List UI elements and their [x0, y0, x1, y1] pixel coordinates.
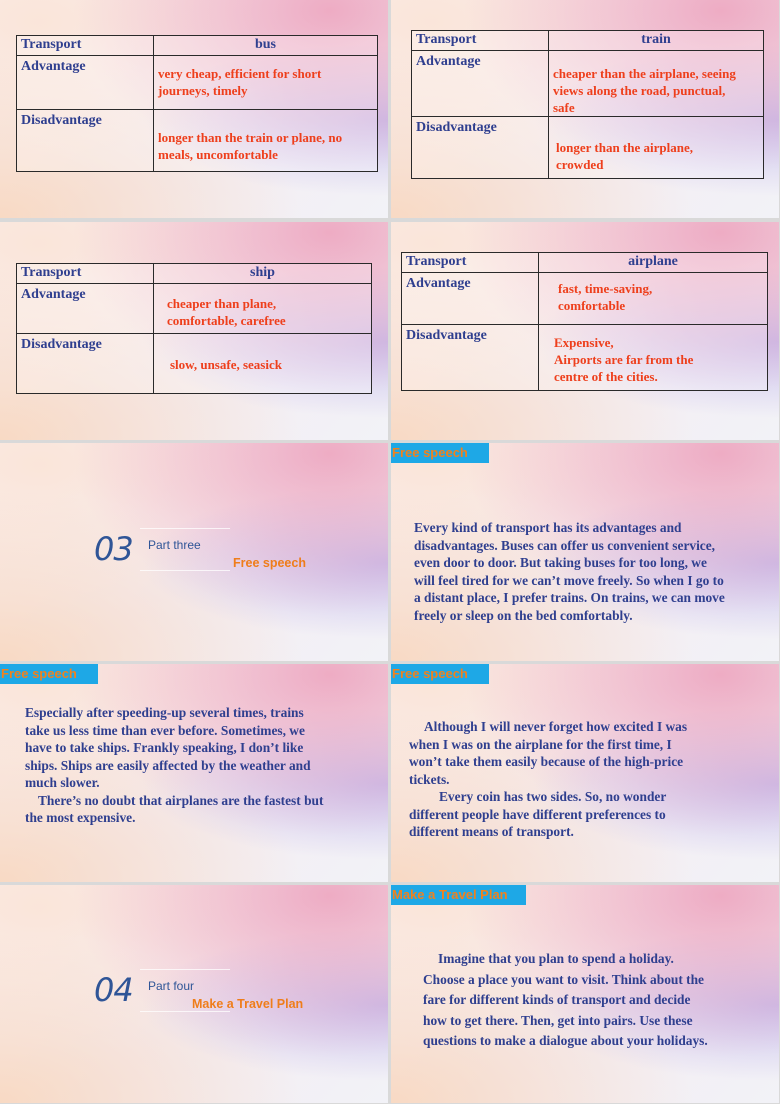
plan-paragraph — [423, 949, 773, 1052]
text-line: different people have different preferences to — [409, 806, 666, 822]
advantage-line: comfortable — [558, 298, 626, 313]
advantage-line: comfortable, carefree — [167, 313, 286, 328]
slide-part-three — [0, 443, 388, 661]
slide-free-speech-1 — [391, 443, 779, 661]
text-line: the most expensive. — [25, 810, 136, 825]
header-transport: Transport — [17, 264, 154, 284]
text-line: Imagine that you plan to spend a holiday. — [438, 951, 674, 966]
header-mode: bus — [154, 36, 378, 56]
part-title: Free speech — [233, 556, 306, 570]
advantage-line: safe — [553, 100, 575, 115]
slide-airplane-table — [391, 222, 779, 440]
row-label-advantage: Advantage — [17, 56, 154, 110]
advantage-line: very cheap, efficient for short — [158, 66, 322, 81]
text-line: take us less time than ever before. Sometimes, we — [25, 722, 305, 738]
text-line: Especially after speeding-up several times, trains — [25, 705, 304, 720]
slide-bus-table — [0, 0, 388, 218]
speech-paragraph — [25, 704, 375, 827]
text-line: Every coin has two sides. So, no wonder — [439, 789, 667, 804]
section-tag: Make a Travel Plan — [391, 885, 526, 905]
row-label-advantage: Advantage — [402, 273, 539, 325]
disadvantage-line: longer than the airplane, — [556, 140, 693, 155]
text-line: even door to door. But taking buses for too long, we — [414, 555, 707, 570]
text-line: fare for different kinds of transport and decide — [423, 992, 691, 1007]
header-transport: Transport — [17, 36, 154, 56]
ship-table — [16, 263, 372, 394]
header-mode: ship — [154, 264, 372, 284]
disadvantage-line: meals, uncomfortable — [158, 147, 278, 162]
text-line: freely or sleep on the bed comfortably. — [414, 607, 633, 623]
text-line: much slower. — [25, 775, 100, 790]
speech-paragraph — [414, 519, 774, 624]
disadvantage-line: longer than the train or plane, no — [158, 130, 343, 145]
advantage-line: cheaper than plane, — [167, 296, 277, 311]
slide-train-table — [391, 0, 779, 218]
text-line: won’t take them easily because of the high-price — [409, 754, 684, 769]
section-tag: Free speech — [0, 664, 98, 684]
row-label-disadvantage: Disadvantage — [17, 110, 154, 172]
section-tag: Free speech — [391, 443, 489, 463]
text-line: disadvantages. Buses can offer us convenient service, — [414, 537, 716, 553]
slide-travel-plan — [391, 885, 779, 1103]
row-label-advantage: Advantage — [17, 284, 154, 334]
text-line: will feel tired for we can’t move freely. So when I go to — [414, 572, 724, 588]
row-label-advantage: Advantage — [412, 51, 549, 117]
disadvantage-line: slow, unsafe, seasick — [170, 357, 282, 372]
speech-paragraph — [409, 718, 759, 841]
row-label-disadvantage: Disadvantage — [17, 334, 154, 394]
advantage-line: views along the road, punctual, — [553, 83, 726, 98]
divider — [140, 1011, 230, 1012]
row-label-disadvantage: Disadvantage — [402, 325, 539, 391]
slide-free-speech-2 — [0, 664, 388, 882]
section-tag: Free speech — [391, 664, 489, 684]
part-number: 04 — [94, 971, 133, 1009]
divider — [140, 570, 230, 571]
text-line: There’s no doubt that airplanes are the fastest but — [38, 792, 324, 808]
header-transport: Transport — [412, 31, 549, 51]
part-title: Make a Travel Plan — [192, 997, 304, 1011]
part-label: Part three — [148, 538, 201, 552]
text-line: Although I will never forget how excited I was — [424, 719, 688, 734]
text-line: a distant place, I prefer trains. On trains, we can move — [414, 590, 725, 605]
text-line: different means of transport. — [409, 824, 574, 839]
divider — [140, 528, 230, 529]
advantage-line: journeys, timely — [158, 83, 248, 98]
header-mode: airplane — [539, 253, 768, 273]
disadvantage-line: centre of the cities. — [554, 369, 658, 384]
text-line: tickets. — [409, 771, 450, 787]
disadvantage-line: Airports are far from the — [554, 352, 694, 367]
airplane-table — [401, 252, 768, 391]
part-label: Part four — [148, 979, 195, 993]
advantage-line: fast, time-saving, — [558, 281, 653, 296]
bus-table — [16, 35, 378, 172]
disadvantage-line: Expensive, — [554, 335, 614, 350]
text-line: Choose a place you want to visit. Think about the — [423, 971, 705, 987]
slide-ship-table — [0, 222, 388, 440]
header-transport: Transport — [402, 253, 539, 273]
text-line: how to get there. Then, get into pairs. Use these — [423, 1012, 693, 1028]
slide-free-speech-3 — [391, 664, 779, 882]
part-number: 03 — [94, 530, 133, 568]
divider — [140, 969, 230, 970]
train-table — [411, 30, 764, 179]
disadvantage-line: crowded — [556, 157, 604, 172]
text-line: questions to make a dialogue about your holidays. — [423, 1033, 708, 1048]
text-line: when I was on the airplane for the first time, I — [409, 736, 672, 752]
text-line: ships. Ships are easily affected by the weather and — [25, 757, 311, 773]
advantage-line: cheaper than the airplane, seeing — [553, 66, 736, 81]
row-label-disadvantage: Disadvantage — [412, 117, 549, 179]
header-mode: train — [549, 31, 764, 51]
text-line: have to take ships. Frankly speaking, I don’t like — [25, 740, 304, 755]
slide-part-four — [0, 885, 388, 1103]
text-line: Every kind of transport has its advantages and — [414, 520, 682, 535]
